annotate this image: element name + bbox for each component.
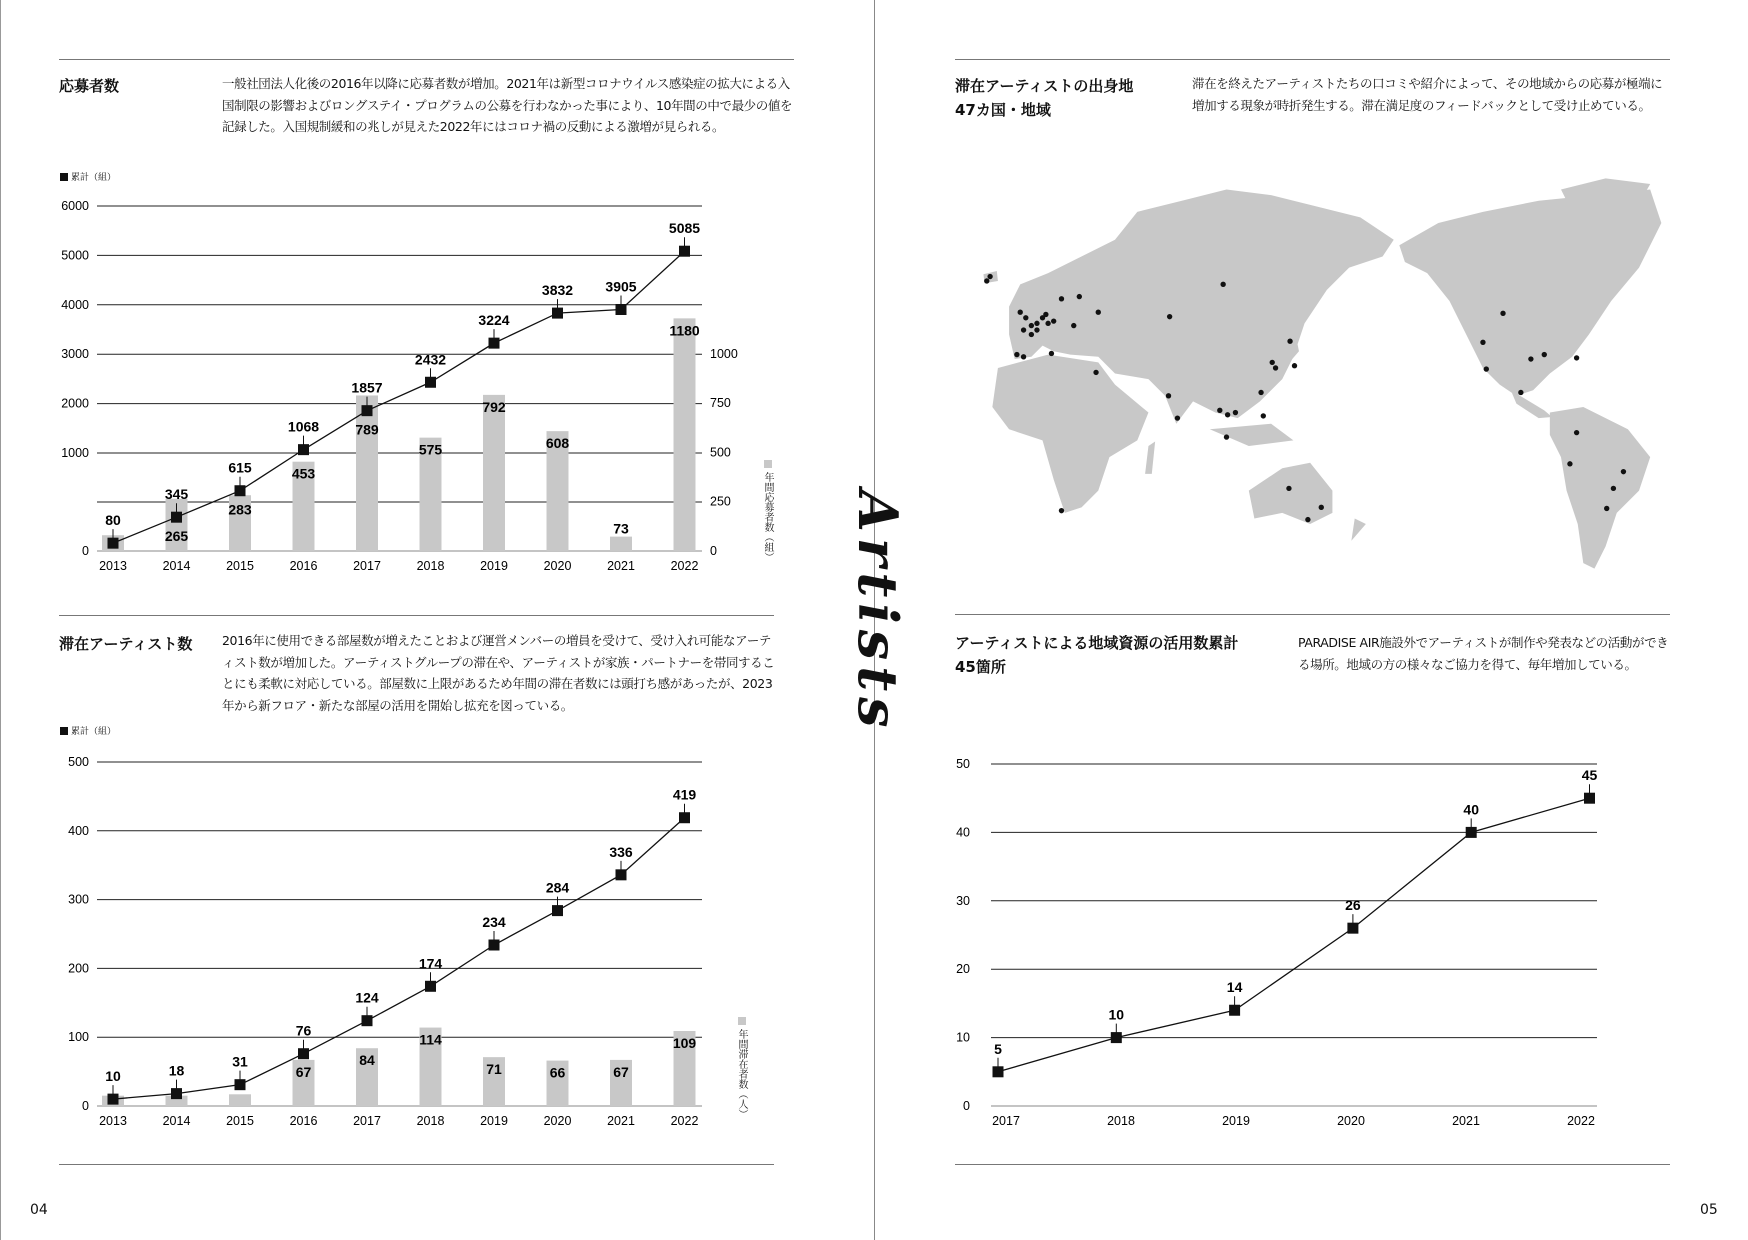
section-title-applicants: 応募者数: [59, 77, 120, 95]
x-tick-label: 2021: [607, 559, 635, 573]
title-line: アーティストによる地域資源の活用数累計: [955, 634, 1239, 652]
y-tick-label: 100: [68, 1030, 89, 1045]
point-value-label: 80: [105, 512, 121, 529]
bar-value-label: 67: [613, 1063, 629, 1080]
bar-value-label: 283: [228, 501, 252, 518]
point-value-label: 1857: [351, 379, 383, 396]
point-value-label: 1068: [287, 418, 320, 435]
y-tick-label: 30: [956, 893, 970, 908]
x-tick-label: 2019: [480, 1114, 508, 1128]
x-tick-label: 2021: [1452, 1114, 1480, 1128]
y2-tick-label: 500: [710, 445, 731, 460]
x-tick-label: 2020: [543, 1114, 572, 1128]
point-value-label: 284: [545, 879, 570, 896]
point-value-label: 3224: [478, 312, 510, 329]
section-rule: [955, 1164, 1670, 1165]
y2-tick-label: 250: [710, 494, 731, 509]
point-value-label: 26: [1345, 897, 1361, 914]
x-tick-label: 2019: [480, 559, 508, 573]
x-tick-label: 2018: [1107, 1114, 1135, 1128]
x-tick-label: 2015: [226, 559, 254, 573]
data-point: [993, 1066, 1004, 1077]
bar-value-label: 73: [613, 520, 629, 537]
y-tick-label: 6000: [61, 199, 89, 213]
bar-value-label: 67: [295, 1063, 312, 1080]
y-tick-label: 0: [82, 1099, 89, 1113]
section-text-applicants: 一般社団法人化後の2016年以降に応募者数が増加。2021年は新型コロナウイルス感染症の拡大による入国制限の影響およびロングステイ・プログラムの公募を行わなかった事により、10年間の中で最少の値を記録した。入国規制緩和の兆しが見えた2022年にはコロナ禍の反動による激増が見られる。: [222, 76, 793, 134]
y-tick-label: 500: [68, 755, 89, 769]
point-value-label: 419: [672, 786, 697, 803]
point-value-label: 40: [1463, 801, 1479, 818]
point-value-label: 45: [1581, 767, 1598, 784]
x-tick-label: 2014: [162, 559, 191, 573]
legend-label: 累計（組）: [71, 727, 117, 737]
page-number-right: 05: [1700, 1202, 1718, 1218]
section-text-local-resources: PARADISE AIR施設外でアーティストが制作や発表などの活動ができる場所。地域の方の様々なご協力を得て、毎年増加している。: [1298, 635, 1669, 672]
point-value-label: 2432: [414, 351, 447, 368]
data-point: [1466, 827, 1477, 838]
y-tick-label: 3000: [61, 347, 89, 362]
x-tick-label: 2014: [162, 1114, 191, 1128]
bar-value-label: 792: [482, 398, 506, 415]
y-tick-label: 0: [963, 1099, 970, 1113]
point-value-label: 345: [164, 486, 189, 503]
bar-value-label: 1180: [669, 322, 700, 339]
y2-tick-label: 1000: [710, 346, 738, 361]
bar-value-label: 608: [545, 435, 570, 452]
data-point: [1111, 1032, 1122, 1043]
section-text-residents: 2016年に使用できる部屋数が増えたことおよび運営メンバーの増員を受けて、受け入れ可能なアーティスト数が増加した。アーティストグループの滞在や、アーティストが家族・パートナーを帯同することにも柔軟に対応している。部屋数に上限があるため年間の滞在者数には頭打ち感があったが、2023年から新フロア・新たな部屋の活用を開始し拡充を図っている。: [222, 633, 775, 713]
title-line: 滞在アーティストの出身地: [955, 77, 1134, 95]
y-tick-label: 400: [68, 823, 89, 838]
point-value-label: 615: [228, 459, 252, 476]
y-tick-label: 5000: [61, 248, 89, 263]
x-tick-label: 2019: [1222, 1114, 1250, 1128]
x-tick-label: 2022: [670, 1114, 699, 1128]
y-tick-label: 10: [956, 1030, 970, 1045]
x-tick-label: 2022: [1567, 1114, 1595, 1128]
x-tick-label: 2016: [289, 1114, 318, 1128]
point-value-label: 174: [418, 955, 443, 972]
y2-tick-label: 0: [710, 544, 717, 558]
point-value-label: 5: [994, 1040, 1002, 1057]
data-point: [1347, 923, 1358, 934]
point-value-label: 14: [1226, 979, 1243, 996]
point-value-label: 31: [232, 1053, 248, 1070]
y-tick-label: 50: [956, 757, 970, 771]
x-tick-label: 2013: [99, 559, 127, 573]
y-tick-label: 2000: [61, 396, 89, 411]
y-tick-label: 0: [82, 544, 89, 558]
x-tick-label: 2018: [416, 1114, 445, 1128]
y-tick-label: 300: [68, 892, 89, 907]
bar-value-label: 109: [672, 1035, 697, 1052]
legend-label: 年間滞在者数（人）: [736, 1029, 747, 1119]
title-line: 45箇所: [955, 658, 1006, 676]
bar-value-label: 789: [355, 421, 379, 438]
section-text-origins: 滞在を終えたアーティストたちの口コミや紹介によって、その地域からの応募が極端に増加する現象が時折発生する。滞在満足度のフィードバックとして受け止めている。: [1192, 76, 1663, 113]
x-tick-label: 2017: [353, 559, 381, 573]
point-value-label: 336: [609, 843, 633, 860]
y-tick-label: 40: [956, 825, 970, 840]
legend-label: 累計（組）: [71, 173, 117, 183]
point-value-label: 3832: [541, 282, 574, 299]
point-value-label: 3905: [605, 278, 637, 295]
x-tick-label: 2017: [992, 1114, 1020, 1128]
x-tick-label: 2016: [289, 559, 318, 573]
point-value-label: 10: [1108, 1006, 1125, 1023]
legend-label: 年間応募者数（組）: [762, 472, 773, 562]
section-title-residents: 滞在アーティスト数: [59, 635, 193, 653]
page-number-left: 04: [30, 1202, 48, 1218]
point-value-label: 18: [168, 1062, 185, 1079]
series-line: [998, 798, 1590, 1072]
title-line: 47カ国・地域: [955, 101, 1051, 119]
data-point: [1584, 793, 1595, 804]
bar-value-label: 265: [164, 528, 189, 545]
x-tick-label: 2018: [416, 559, 445, 573]
point-value-label: 234: [482, 914, 506, 931]
y-tick-label: 4000: [61, 297, 89, 312]
bar-value-label: 575: [418, 441, 443, 458]
data-point: [1229, 1005, 1240, 1016]
y-tick-label: 200: [68, 961, 89, 976]
point-value-label: 76: [295, 1022, 312, 1039]
x-tick-label: 2015: [226, 1114, 254, 1128]
x-tick-label: 2020: [1337, 1114, 1365, 1128]
point-value-label: 124: [355, 989, 379, 1006]
y2-tick-label: 750: [710, 396, 731, 411]
point-value-label: 10: [105, 1068, 121, 1085]
x-tick-label: 2017: [353, 1114, 381, 1128]
x-tick-label: 2020: [543, 559, 572, 573]
bar-value-label: 66: [549, 1064, 566, 1081]
y-tick-label: 20: [956, 962, 970, 977]
bar-value-label: 84: [359, 1052, 375, 1069]
x-tick-label: 2022: [670, 559, 699, 573]
y-tick-label: 1000: [61, 446, 89, 460]
bar-value-label: 453: [291, 465, 316, 482]
x-tick-label: 2021: [607, 1114, 635, 1128]
bar-value-label: 114: [419, 1031, 442, 1048]
x-tick-label: 2013: [99, 1114, 127, 1128]
artists-logo: Artists: [846, 490, 910, 734]
bar-value-label: 71: [486, 1061, 502, 1078]
point-value-label: 5085: [668, 220, 701, 237]
